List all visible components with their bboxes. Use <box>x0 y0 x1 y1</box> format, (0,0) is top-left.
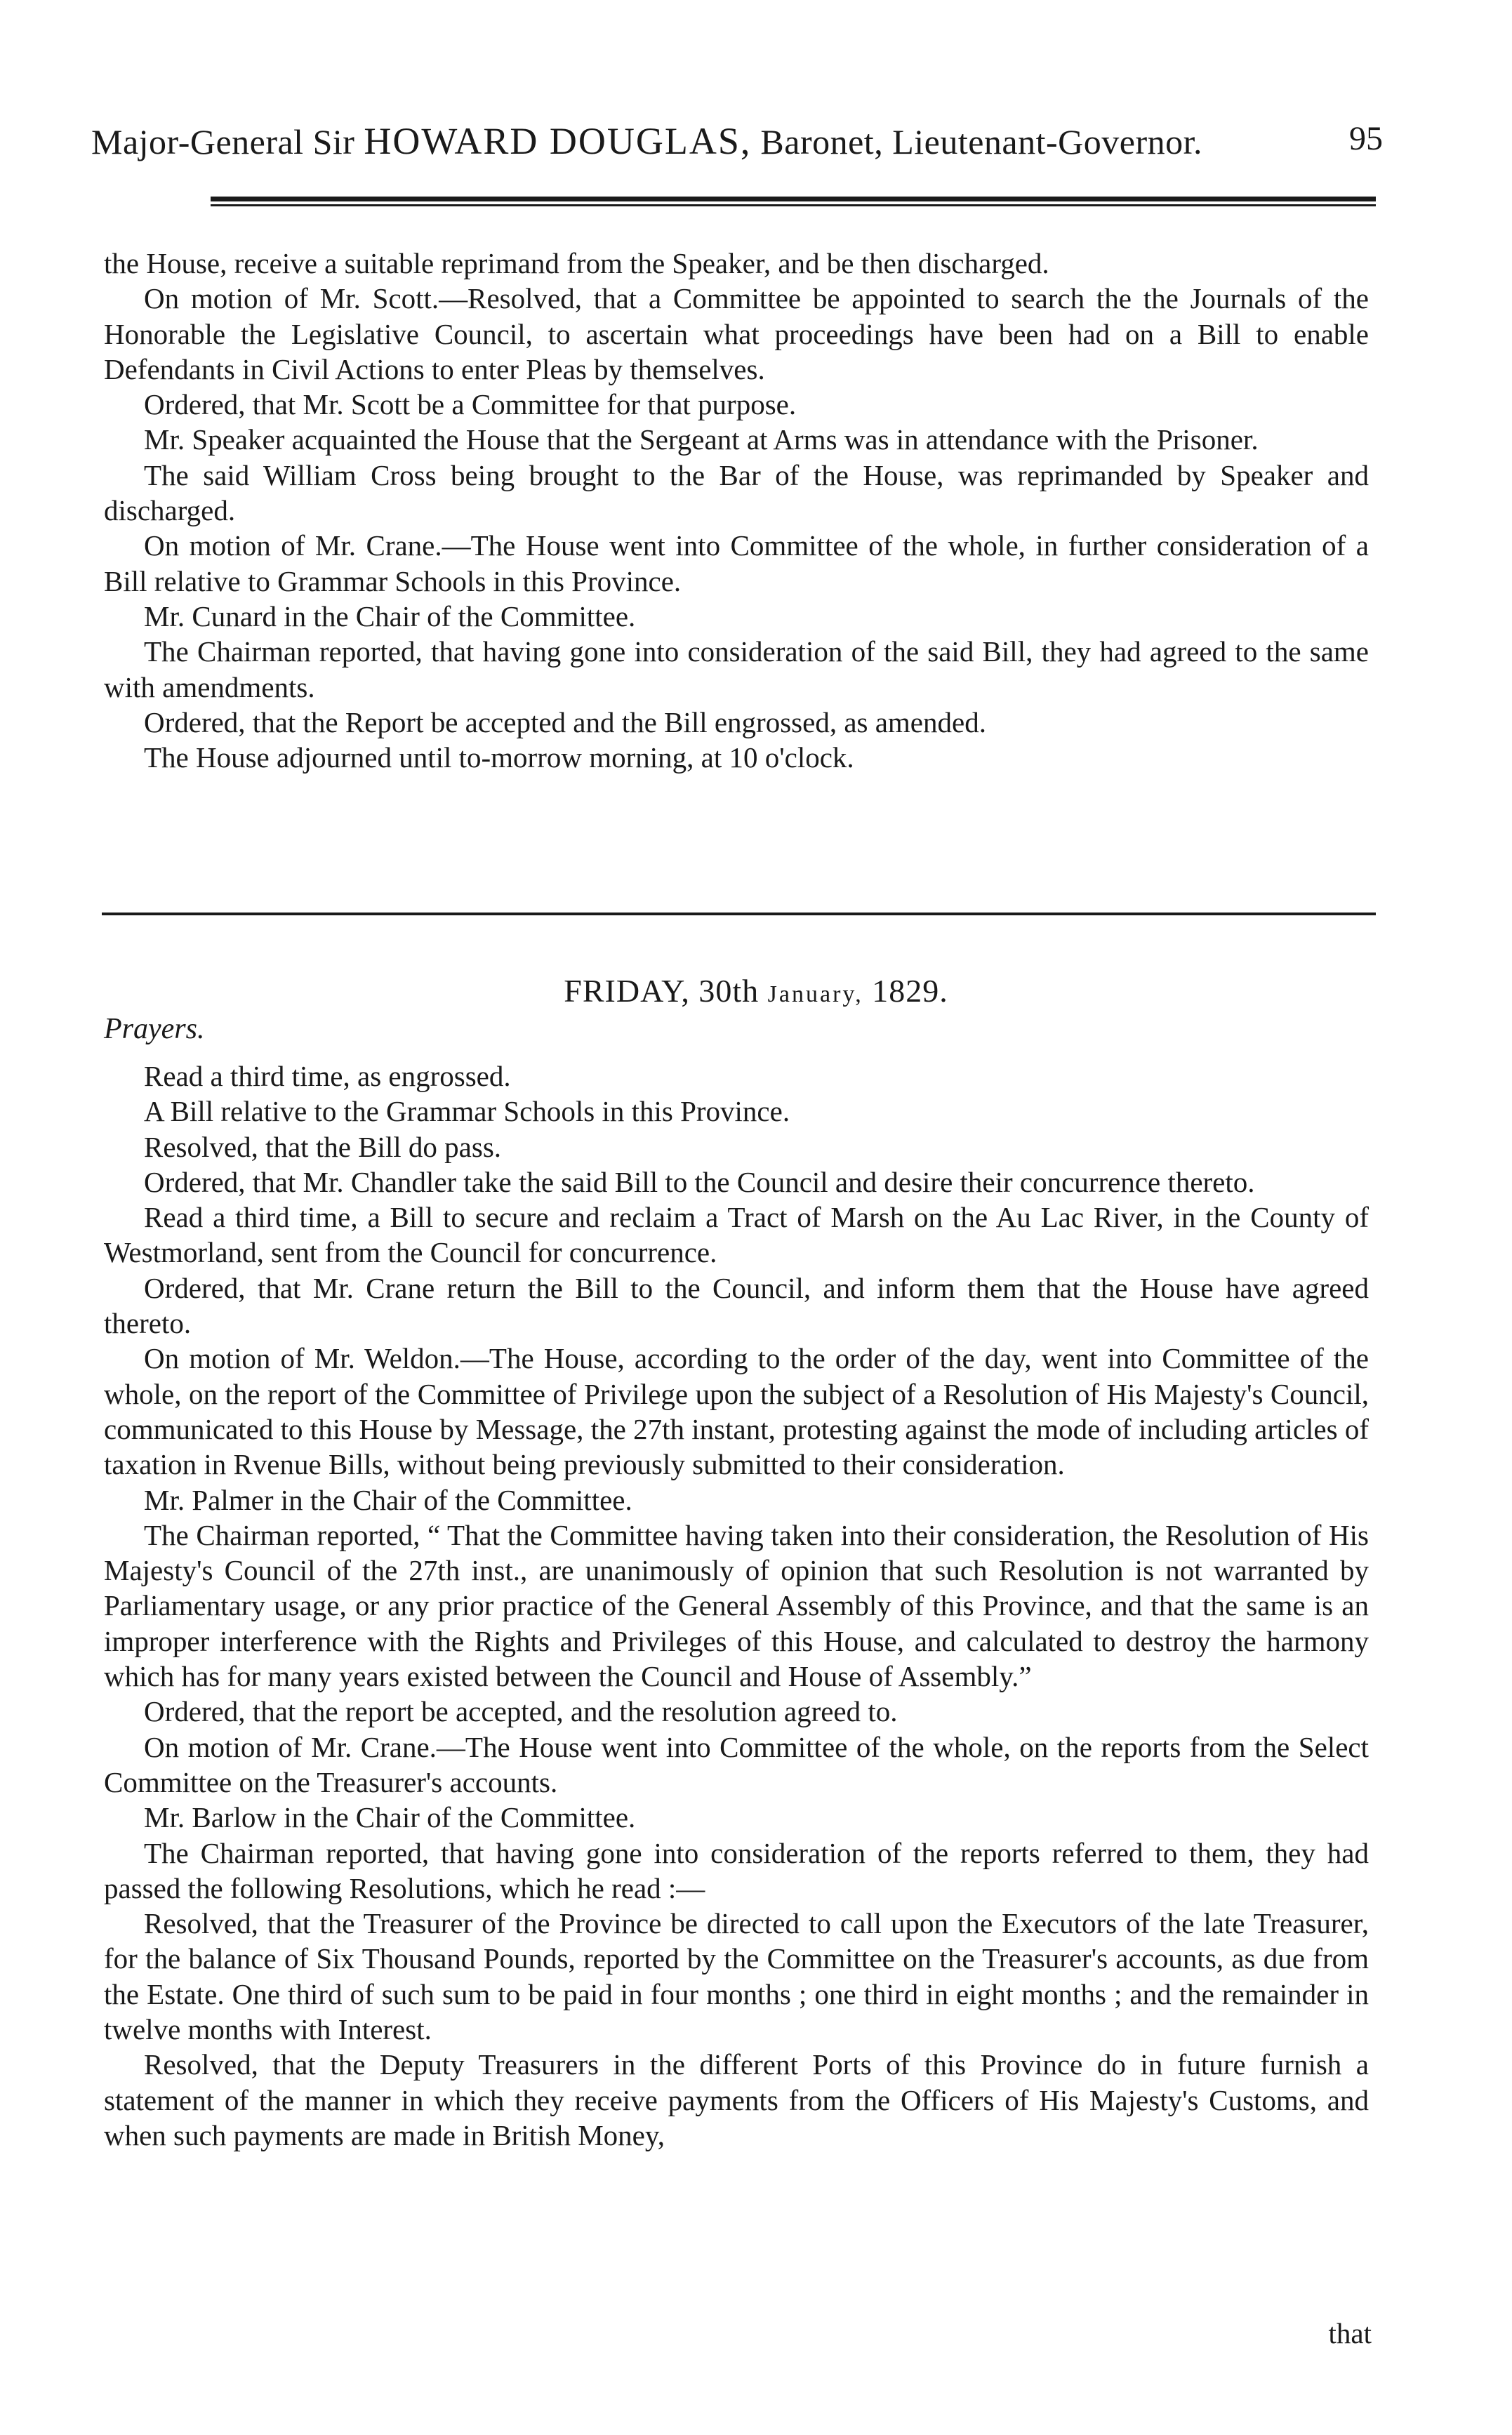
paragraph: Resolved, that the Bill do pass. <box>144 1130 502 1163</box>
paragraph: Resolved, that the Deputy Treasurers in the different Ports of this Province do in future furnish a statement of the manner in which they receive payments from the Officers of His Majesty's Customs, and when such payments are made in British Money, <box>104 2048 1369 2151</box>
prayers-label: Prayers. <box>104 1013 205 1045</box>
part2-text <box>104 1059 1369 2153</box>
header-name: HOWARD DOUGLAS, <box>364 120 752 162</box>
paragraph: On motion of Mr. Crane.—The House went into Committee of the whole, on the reports from the Select Committee on the Treasurer's accounts. <box>104 1730 1369 1798</box>
paragraph: On motion of Mr. Weldon.—The House, according to the order of the day, went into Committee of the whole, on the report of the Committee of Privilege upon the subject of a Resolution of His Majesty's Council, communicated to this House by Message, the 27th instant, protesting against the mode of including articles of taxation in Rvenue Bills, without being previously submitted to their consideration. <box>104 1342 1369 1481</box>
paragraph: Mr. Barlow in the Chair of the Committee. <box>144 1801 636 1834</box>
paragraph: Read a third time, as engrossed. <box>144 1060 511 1092</box>
section-heading <box>0 972 1512 1009</box>
header-title <box>91 119 1202 163</box>
paragraph: Ordered, that Mr. Chandler take the said Bill to the Council and desire their concurrence thereto. <box>144 1165 1255 1198</box>
paragraph: Mr. Cunard in the Chair of the Committee. <box>144 599 636 632</box>
paragraph: Resolved, that the Treasurer of the Province be directed to call upon the Executors of the late Treasurer, for the balance of Six Thousand Pounds, reported by the Committee on the Treasurer's accounts, as due from the Estate. One third of such sum to be paid in four months ; one third in eight months ; and the remainder in twelve months with Interest. <box>104 1907 1369 2046</box>
paragraph: The said William Cross being brought to the Bar of the House, was reprimanded by Speaker and discharged. <box>104 458 1369 527</box>
paragraph: The Chairman reported, that having gone into consideration of the reports referred to them, they had passed the following Resolutions, which he read :— <box>104 1836 1369 1904</box>
paragraph: Ordered, that the Report be accepted and the Bill engrossed, as amended. <box>144 705 986 738</box>
paragraph: Ordered, that the report be accepted, and the resolution agreed to. <box>144 1695 898 1728</box>
page-number: 95 <box>1349 120 1383 157</box>
paragraph: Ordered, that Mr. Scott be a Committee for that purpose. <box>144 388 797 421</box>
paragraph: Mr. Speaker acquainted the House that the Sergeant at Arms was in attendance with the Prisoner. <box>144 423 1259 456</box>
paragraph: the House, receive a suitable reprimand from the Speaker, and be then discharged. <box>104 247 1049 279</box>
paragraph: The Chairman reported, “ That the Committee having taken into their consideration, the Resolution of His Majesty's Council of the 27th inst., are unanimously of opinion that such Resolution is not warranted by Parliamentary usage, or any prior practice of the General Assembly of this Province, and that the same is an improper interference with the Rights and Privileges of this House, and calculated to destroy the harmony which has for many years existed between the Council and House of Assembly.” <box>104 1518 1369 1693</box>
section-divider-rule <box>102 913 1376 915</box>
header-double-rule <box>211 197 1376 209</box>
paragraph: Read a third time, a Bill to secure and reclaim a Tract of Marsh on the Au Lac River, in the County of Westmorland, sent from the Council for concurrence. <box>104 1201 1369 1269</box>
heading-month: January, <box>767 981 863 1007</box>
paragraph: Ordered, that Mr. Crane return the Bill to the Council, and inform them that the House have agreed thereto. <box>104 1271 1369 1340</box>
part1-text <box>104 246 1369 775</box>
paragraph: A Bill relative to the Grammar Schools in this Province. <box>144 1095 790 1128</box>
heading-date: 30th <box>698 973 760 1009</box>
running-header <box>91 119 1383 175</box>
catchword: that <box>1328 2317 1372 2349</box>
header-suffix: Baronet, Lieutenant-Governor. <box>751 122 1202 161</box>
paragraph: On motion of Mr. Crane.—The House went into Committee of the whole, in further consideration of a Bill relative to Grammar Schools in this Province. <box>104 529 1369 597</box>
header-prefix: Major-General Sir <box>91 122 364 161</box>
paragraph: The House adjourned until to-morrow morning, at 10 o'clock. <box>144 741 854 774</box>
paragraph: The Chairman reported, that having gone into consideration of the said Bill, they had agreed to the same with amendments. <box>104 635 1369 703</box>
heading-year: 1829. <box>872 973 948 1009</box>
paragraph: Mr. Palmer in the Chair of the Committee. <box>144 1483 632 1516</box>
paragraph: On motion of Mr. Scott.—Resolved, that a Committee be appointed to search the the Journals of the Honorable the Legislative Council, to ascertain what proceedings have been had on a Bill to enable Defendants in Civil Actions to enter Pleas by themselves. <box>104 282 1369 385</box>
heading-day: FRIDAY, <box>564 973 690 1009</box>
